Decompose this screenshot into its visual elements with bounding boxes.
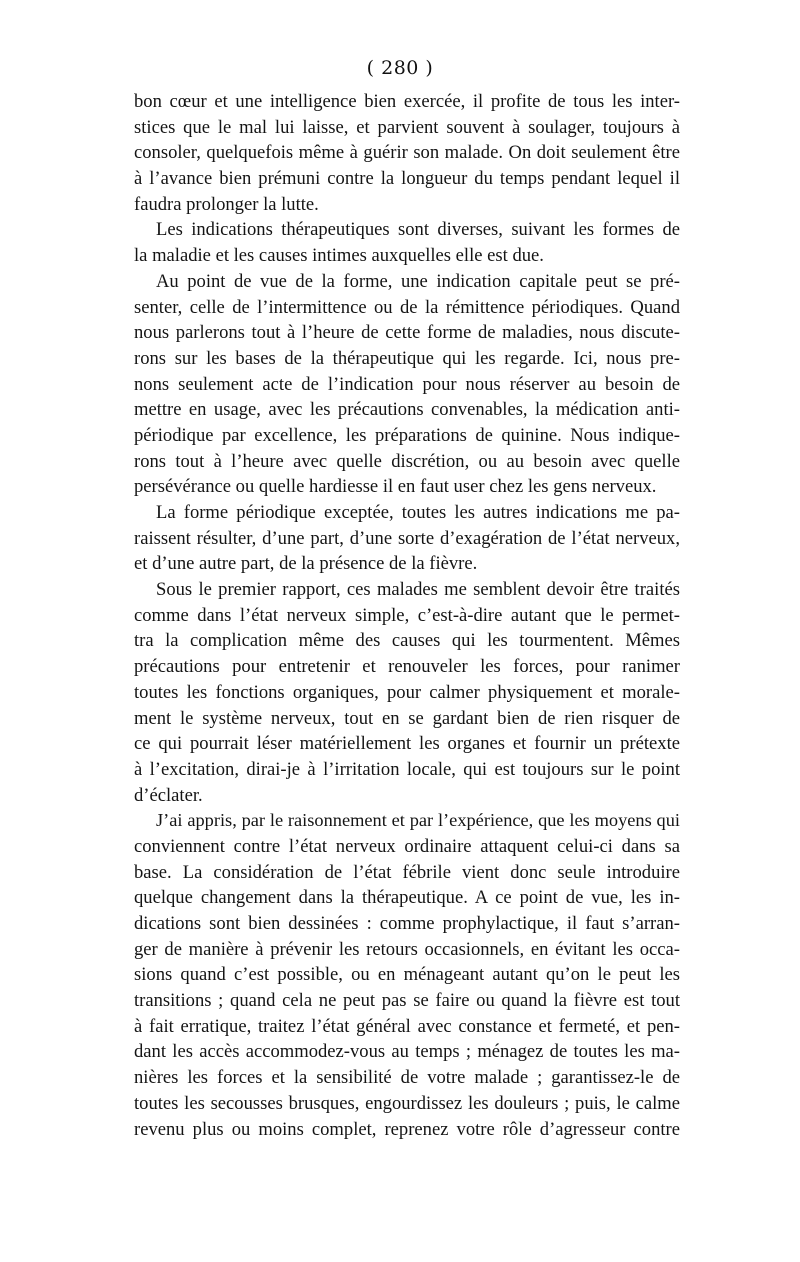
text-line: bon cœur et une intelligence bien exercée, il profite de tous les inter-	[134, 91, 680, 112]
text-line: faudra prolonger la lutte.	[134, 193, 319, 215]
text-line: senter, celle de l’intermittence ou de la rémittence périodiques. Quand	[134, 296, 680, 318]
text-line: rons sur les bases de la thérapeutique qui les regarde. Ici, nous pre-	[134, 347, 680, 369]
text-line: conviennent contre l’état nerveux ordinaire attaquent celui-ci dans sa	[134, 835, 680, 857]
text-line: J’ai appris, par le raisonnement et par l’expérience, que les moyens qui	[156, 810, 680, 831]
text-line: mettre en usage, avec les précautions convenables, la médication anti-	[134, 399, 680, 421]
text-line: toutes les fonctions organiques, pour calmer physiquement et morale-	[134, 681, 680, 703]
text-line: raissent résulter, d’une part, d’une sorte d’exagération de l’état nerveux,	[134, 527, 680, 549]
text-line: nons seulement acte de l’indication pour nous réserver au besoin de	[134, 373, 680, 395]
text-line: précautions pour entretenir et renouveler les forces, pour ranimer	[134, 656, 680, 678]
text-line: dant les accès accommodez-vous au temps ; ménagez de toutes les ma-	[134, 1041, 680, 1063]
text-line: ment le système nerveux, tout en se gardant bien de rien risquer de	[134, 707, 680, 729]
text-line: La forme périodique exceptée, toutes les autres indications me pa-	[156, 502, 680, 523]
text-line: quelque changement dans la thérapeutique. A ce point de vue, les in-	[134, 887, 680, 909]
text-line: nous parlerons tout à l’heure de cette forme de maladies, nous discute-	[134, 322, 680, 344]
text-line: à l’avance bien prémuni contre la longueur du temps pendant lequel il	[134, 168, 680, 190]
text-line: rons tout à l’heure avec quelle discrétion, ou au besoin avec quelle	[134, 450, 680, 472]
text-line: ger de manière à prévenir les retours occasionnels, en évitant les occa-	[134, 938, 680, 960]
text-line: sions quand c’est possible, ou en ménageant autant qu’on le peut les	[134, 964, 680, 986]
text-line: stices que le mal lui laisse, et parvient souvent à soulager, toujours à	[134, 116, 680, 138]
text-line: tra la complication même des causes qui les tourmentent. Mêmes	[134, 630, 680, 652]
body-text	[134, 89, 680, 1142]
text-line: nières les forces et la sensibilité de votre malade ; garantissez-le de	[134, 1067, 680, 1089]
text-line: transitions ; quand cela ne peut pas se faire ou quand la fièvre est tout	[134, 990, 680, 1012]
text-line: Sous le premier rapport, ces malades me semblent devoir être traités	[156, 579, 680, 601]
text-line: à fait erratique, traitez l’état général avec constance et fermeté, et pen-	[134, 1015, 680, 1037]
page-number: ( 280 )	[366, 57, 434, 79]
text-line: et d’une autre part, de la présence de la fièvre.	[134, 553, 478, 575]
text-line: comme dans l’état nerveux simple, c’est-à-dire autant que le permet-	[134, 604, 680, 626]
text-line: Les indications thérapeutiques sont diverses, suivant les formes de	[156, 219, 680, 241]
text-line: toutes les secousses brusques, engourdissez les douleurs ; puis, le calme	[134, 1092, 680, 1114]
text-line: ce qui pourrait léser matériellement les organes et fournir un prétexte	[134, 733, 680, 755]
text-line: persévérance ou quelle hardiesse il en faut user chez les gens nerveux.	[134, 476, 657, 498]
text-line: Au point de vue de la forme, une indication capitale peut se pré-	[156, 270, 680, 292]
text-line: à l’excitation, dirai-je à l’irritation locale, qui est toujours sur le point	[134, 758, 680, 780]
text-line: d’éclater.	[134, 784, 203, 806]
text-line: base. La considération de l’état fébrile vient donc seule introduire	[134, 861, 680, 883]
text-line: dications sont bien dessinées : comme prophylactique, il faut s’arran-	[134, 913, 680, 934]
text-line: revenu plus ou moins complet, reprenez votre rôle d’agresseur contre	[134, 1118, 680, 1140]
text-line: périodique par excellence, les préparations de quinine. Nous indique-	[134, 424, 680, 446]
text-line: consoler, quelquefois même à guérir son malade. On doit seulement être	[134, 142, 680, 164]
text-line: la maladie et les causes intimes auxquelles elle est due.	[134, 245, 544, 267]
